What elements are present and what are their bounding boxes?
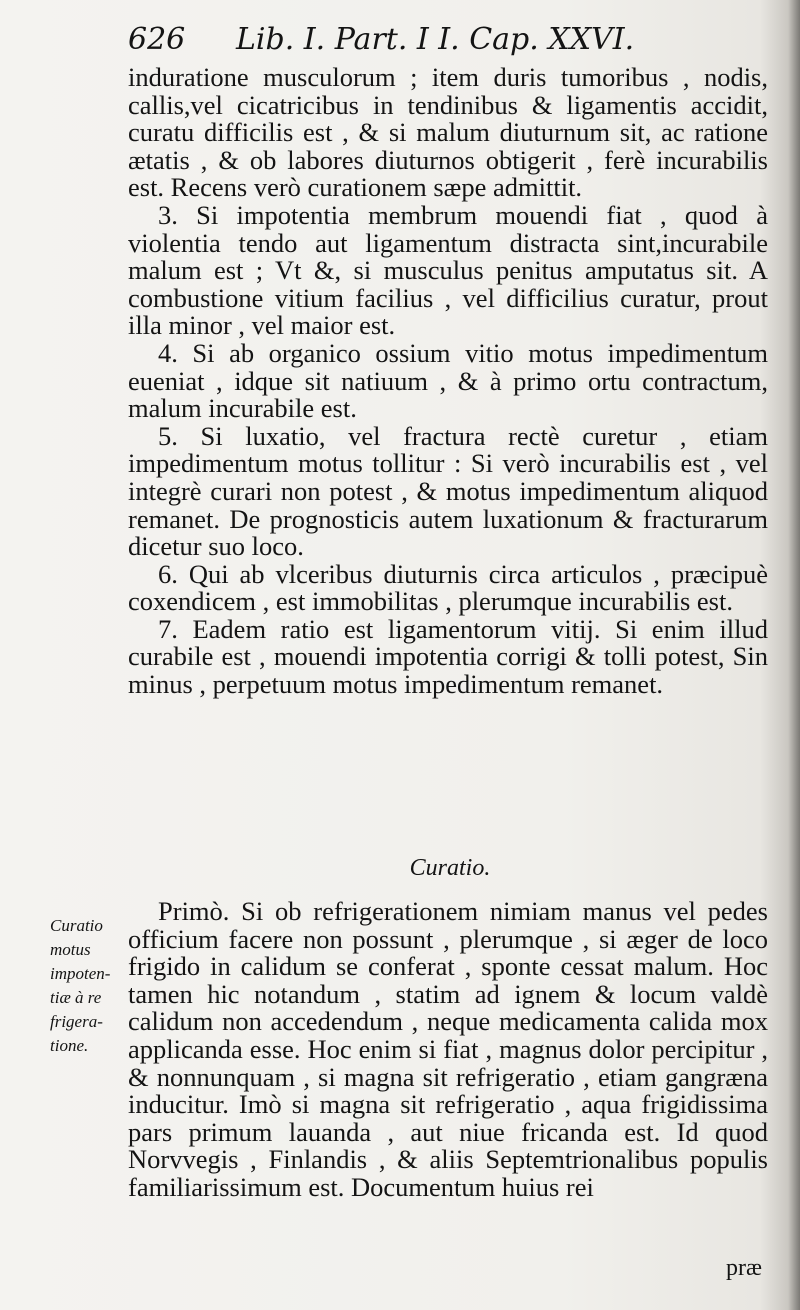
margin-note-line: motus bbox=[50, 940, 91, 959]
margin-note bbox=[50, 914, 130, 1058]
paragraph-7: 7. Eadem ratio est ligamentorum vitij. Si enim illud curabile est , mouendi impotentia corrigi & tolli potest, Sin minus , perpetuum motus impedimentum remanet. bbox=[128, 613, 768, 700]
paragraph-3: 3. Si impotentia membrum mouendi fiat , quod à violentia tendo aut ligamentum distracta sint,incurabile malum est ; Vt &, si musculus penitus amputatus sit. A combustione vitium facilius , vel difficilius curatur, prout illa minor , vel maior est. bbox=[128, 199, 768, 341]
paragraph-5: 5. Si luxatio, vel fractura rectè curetur , etiam impedimentum motus tollitur : Si verò incurabilis est , vel integrè curari non potest , & motus impedimentum aliquod remanet. De prognosticis autem luxationum & fracturarum dicetur suo loco. bbox=[128, 420, 768, 562]
page-number: 626 bbox=[128, 22, 186, 57]
margin-note-line: impoten- bbox=[50, 964, 111, 983]
section-heading: Curatio. bbox=[409, 855, 491, 881]
margin-note-line: tiæ à re bbox=[50, 988, 102, 1007]
paragraph-6: 6. Qui ab vlceribus diuturnis circa articulos , præcipuè coxendicem , est immobilitas , plerumque incurabilis est. bbox=[128, 558, 768, 617]
catchword: præ bbox=[726, 1255, 762, 1281]
body-text-curatio bbox=[128, 898, 768, 1202]
paragraph-4: 4. Si ab organico ossium vitio motus impedimentum eueniat , idque sit natiuum , & à primo ortu contractum, malum incurabile est. bbox=[128, 337, 768, 424]
running-header bbox=[128, 22, 748, 57]
margin-note-line: frigera- bbox=[50, 1012, 103, 1031]
paragraph-curatio: Primò. Si ob refrigerationem nimiam manus vel pedes officium facere non possunt , plerumque , si æger de loco frigido in calidum se conferat , sponte cessat malum. Hoc tamen hic notandum , statim ad ignem & locum valdè calidum non accedendum , neque medicamenta calida mox applicanda esse. Hoc enim si fiat , magnus dolor percipitur , & nonnunquam , si magna sit refrigeratio , etiam gangræna inducitur. Imò si magna sit refrigeratio , aqua frigidissima pars primum lauanda , aut niue fricanda est. Id quod Norvvegis , Finlandis , & aliis Septemtrionalibus populis familiarissimum est. Documentum huius rei bbox=[128, 896, 768, 1202]
margin-note-line: tione. bbox=[50, 1036, 89, 1055]
page-edge-shadow bbox=[788, 0, 800, 1310]
running-title: Lib. I. Part. I I. Cap. XXVI. bbox=[236, 22, 635, 57]
body-text-top bbox=[128, 64, 768, 699]
paragraph-continued: induratione musculorum ; item duris tumoribus , nodis, callis,vel cicatricibus in tendinibus & ligamentis accidit, curatu difficilis est , & si malum diuturnum sit, ac ratione ætatis , & ob labores diuturnos obtigerit , ferè incurabilis est. Recens verò curationem sæpe admittit. bbox=[128, 62, 768, 203]
margin-note-line: Curatio bbox=[50, 916, 103, 935]
